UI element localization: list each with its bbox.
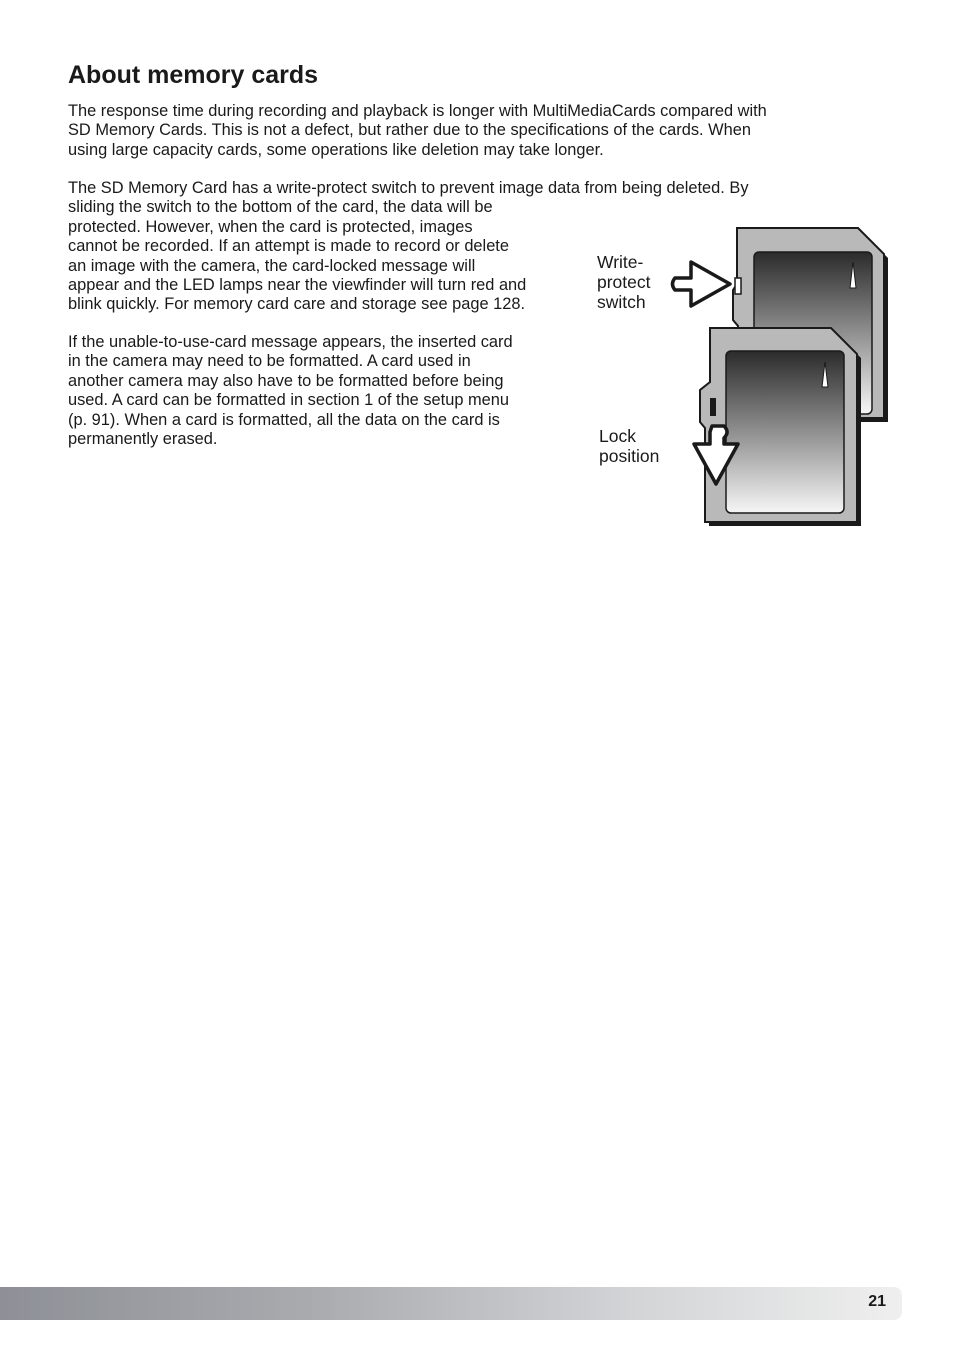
paragraph-write-protect: The SD Memory Card has a write-protect switch to prevent image data from being deleted. By sliding the switch to the bottom of the card, the data will be protected. However, when the card is protected, images cannot be recorded. If an attempt is made to record or delete an image with the camera, the card-locked message will appear and the LED lamps near the viewfinder will turn red and blink quickly. For memory card care and storage see page 128. [68, 179, 749, 314]
sd-card-illustration [660, 222, 892, 532]
paragraph-response-time: The response time during recording and playback is longer with MultiMediaCards compared with SD Memory Cards. This is not a defect, but rather due to the specifications of the cards. When using large capacity cards, some operations like deletion may take longer. [68, 102, 767, 159]
right-arrow-icon [673, 262, 731, 306]
write-protect-switch-label: Write- protect switch [597, 252, 651, 312]
lock-position-label: Lock position [599, 426, 660, 466]
paragraph-formatting: If the unable-to-use-card message appears, the inserted card in the camera may need to be formatted. A card used in another camera may also have to be formatted before being used. A card can be formatted in section 1 of the setup menu (p. 91). When a card is formatted, all the data on the card is permanently erased. [68, 333, 513, 449]
page-title: About memory cards [68, 61, 319, 89]
page-number: 21 [868, 1293, 886, 1310]
footer-bar [0, 1287, 902, 1320]
